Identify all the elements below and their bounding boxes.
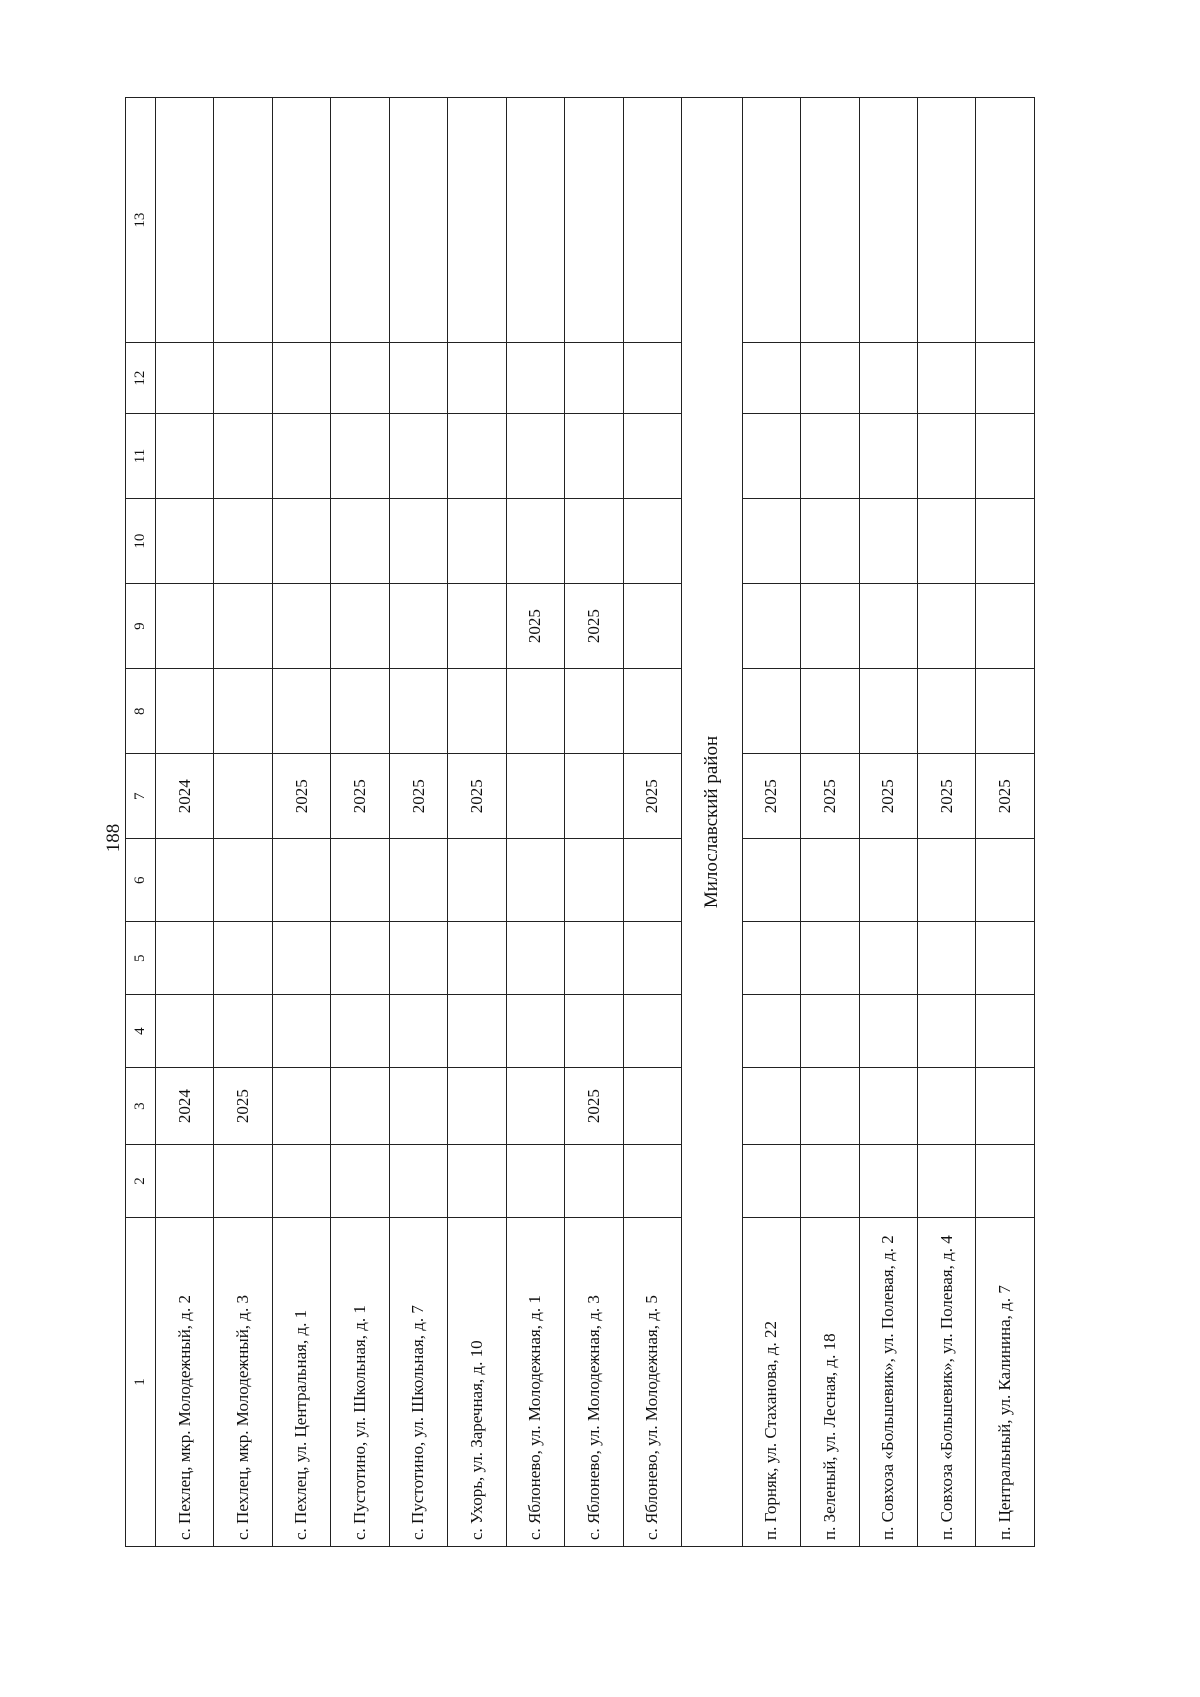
year-cell xyxy=(389,584,447,669)
empty-cell xyxy=(976,499,1035,584)
empty-cell xyxy=(214,98,272,343)
table-row xyxy=(565,98,623,1547)
empty-cell xyxy=(801,414,859,499)
table-row xyxy=(389,98,447,1547)
address-cell: п. Зеленый, ул. Лесная, д. 18 xyxy=(801,1217,859,1546)
empty-cell xyxy=(214,839,272,922)
empty-cell xyxy=(331,669,389,754)
empty-cell xyxy=(859,995,917,1068)
empty-cell xyxy=(976,584,1035,669)
table-row xyxy=(917,98,975,1547)
table-row xyxy=(214,98,272,1547)
empty-cell xyxy=(917,1068,975,1145)
year-cell xyxy=(506,1068,564,1145)
empty-cell xyxy=(389,499,447,584)
empty-cell xyxy=(448,922,506,995)
empty-cell xyxy=(976,839,1035,922)
empty-cell xyxy=(801,343,859,414)
empty-cell xyxy=(389,839,447,922)
empty-cell xyxy=(742,669,800,754)
empty-cell xyxy=(801,995,859,1068)
year-cell xyxy=(623,584,681,669)
table-row xyxy=(859,98,917,1547)
empty-cell xyxy=(565,98,623,343)
column-number: 13 xyxy=(126,98,156,343)
table-row xyxy=(272,98,330,1547)
empty-cell xyxy=(801,1145,859,1218)
empty-cell xyxy=(272,414,330,499)
column-number: 10 xyxy=(126,499,156,584)
empty-cell xyxy=(742,343,800,414)
empty-cell xyxy=(389,343,447,414)
empty-cell xyxy=(623,499,681,584)
empty-cell xyxy=(448,98,506,343)
column-number: 12 xyxy=(126,343,156,414)
empty-cell xyxy=(917,343,975,414)
address-cell: с. Яблонево, ул. Молодежная, д. 3 xyxy=(565,1217,623,1546)
empty-cell xyxy=(859,839,917,922)
empty-cell xyxy=(214,499,272,584)
empty-cell xyxy=(448,669,506,754)
empty-cell xyxy=(917,839,975,922)
year-cell: 2025 xyxy=(917,754,975,839)
empty-cell xyxy=(156,669,214,754)
column-number-header xyxy=(126,98,156,1547)
year-cell: 2025 xyxy=(214,1068,272,1145)
empty-cell xyxy=(917,922,975,995)
empty-cell xyxy=(976,343,1035,414)
empty-cell xyxy=(506,995,564,1068)
empty-cell xyxy=(859,922,917,995)
empty-cell xyxy=(448,1145,506,1218)
empty-cell xyxy=(214,995,272,1068)
empty-cell xyxy=(623,414,681,499)
empty-cell xyxy=(565,414,623,499)
year-cell: 2025 xyxy=(565,1068,623,1145)
address-cell: п. Горняк, ул. Стаханова, д. 22 xyxy=(742,1217,800,1546)
year-cell xyxy=(331,584,389,669)
empty-cell xyxy=(389,98,447,343)
empty-cell xyxy=(623,343,681,414)
table-row xyxy=(506,98,564,1547)
year-cell xyxy=(331,1068,389,1145)
address-cell: с. Яблонево, ул. Молодежная, д. 5 xyxy=(623,1217,681,1546)
address-cell: с. Пехлец, мкр. Молодежный, д. 3 xyxy=(214,1217,272,1546)
year-cell: 2025 xyxy=(976,754,1035,839)
column-number: 1 xyxy=(126,1217,156,1546)
empty-cell xyxy=(742,98,800,343)
year-cell xyxy=(448,584,506,669)
year-cell: 2025 xyxy=(448,754,506,839)
empty-cell xyxy=(331,499,389,584)
address-cell: с. Пустотино, ул. Школьная, д. 1 xyxy=(331,1217,389,1546)
year-cell: 2024 xyxy=(156,754,214,839)
empty-cell xyxy=(272,1145,330,1218)
empty-cell xyxy=(917,584,975,669)
empty-cell xyxy=(917,98,975,343)
year-cell xyxy=(214,754,272,839)
address-cell: с. Ухорь, ул. Заречная, д. 10 xyxy=(448,1217,506,1546)
empty-cell xyxy=(506,669,564,754)
year-cell: 2025 xyxy=(272,754,330,839)
empty-cell xyxy=(859,584,917,669)
table-row xyxy=(448,98,506,1547)
empty-cell xyxy=(272,499,330,584)
year-cell xyxy=(565,754,623,839)
empty-cell xyxy=(917,995,975,1068)
empty-cell xyxy=(272,839,330,922)
empty-cell xyxy=(742,584,800,669)
empty-cell xyxy=(801,669,859,754)
empty-cell xyxy=(917,1145,975,1218)
table-row xyxy=(976,98,1035,1547)
address-cell: п. Совхоза «Большевик», ул. Полевая, д. 2 xyxy=(859,1217,917,1546)
year-cell: 2025 xyxy=(389,754,447,839)
column-number: 9 xyxy=(126,584,156,669)
empty-cell xyxy=(565,839,623,922)
column-number: 5 xyxy=(126,922,156,995)
empty-cell xyxy=(331,343,389,414)
empty-cell xyxy=(156,499,214,584)
empty-cell xyxy=(976,995,1035,1068)
empty-cell xyxy=(976,669,1035,754)
empty-cell xyxy=(623,922,681,995)
empty-cell xyxy=(214,669,272,754)
empty-cell xyxy=(272,98,330,343)
empty-cell xyxy=(859,1145,917,1218)
empty-cell xyxy=(565,922,623,995)
empty-cell xyxy=(859,499,917,584)
column-number: 8 xyxy=(126,669,156,754)
empty-cell xyxy=(214,343,272,414)
empty-cell xyxy=(623,1145,681,1218)
empty-cell xyxy=(506,343,564,414)
empty-cell xyxy=(565,499,623,584)
year-cell: 2025 xyxy=(623,754,681,839)
empty-cell xyxy=(917,499,975,584)
empty-cell xyxy=(623,995,681,1068)
table-row xyxy=(156,98,214,1547)
year-cell xyxy=(448,1068,506,1145)
empty-cell xyxy=(859,669,917,754)
empty-cell xyxy=(506,922,564,995)
table-row xyxy=(742,98,800,1547)
empty-cell xyxy=(156,98,214,343)
empty-cell xyxy=(565,1145,623,1218)
empty-cell xyxy=(742,414,800,499)
empty-cell xyxy=(859,414,917,499)
empty-cell xyxy=(801,98,859,343)
table-row xyxy=(623,98,681,1547)
empty-cell xyxy=(506,98,564,343)
empty-cell xyxy=(214,1145,272,1218)
year-cell xyxy=(272,1068,330,1145)
empty-cell xyxy=(976,414,1035,499)
address-cell: п. Совхоза «Большевик», ул. Полевая, д. 4 xyxy=(917,1217,975,1546)
empty-cell xyxy=(389,995,447,1068)
empty-cell xyxy=(742,499,800,584)
year-cell xyxy=(623,1068,681,1145)
column-number: 4 xyxy=(126,995,156,1068)
address-cell: с. Яблонево, ул. Молодежная, д. 1 xyxy=(506,1217,564,1546)
table-row xyxy=(331,98,389,1547)
empty-cell xyxy=(506,1145,564,1218)
column-number: 6 xyxy=(126,839,156,922)
empty-cell xyxy=(742,995,800,1068)
empty-cell xyxy=(331,98,389,343)
empty-cell xyxy=(448,995,506,1068)
empty-cell xyxy=(623,839,681,922)
empty-cell xyxy=(976,1145,1035,1218)
year-cell: 2024 xyxy=(156,1068,214,1145)
empty-cell xyxy=(156,1145,214,1218)
empty-cell xyxy=(389,1145,447,1218)
address-cell: с. Пустотино, ул. Школьная, д. 7 xyxy=(389,1217,447,1546)
empty-cell xyxy=(331,995,389,1068)
empty-cell xyxy=(272,343,330,414)
empty-cell xyxy=(801,922,859,995)
year-cell xyxy=(389,1068,447,1145)
empty-cell xyxy=(156,839,214,922)
address-cell: п. Центральный, ул. Калинина, д. 7 xyxy=(976,1217,1035,1546)
empty-cell xyxy=(156,995,214,1068)
empty-cell xyxy=(331,1145,389,1218)
empty-cell xyxy=(448,499,506,584)
empty-cell xyxy=(214,414,272,499)
year-cell xyxy=(156,584,214,669)
year-cell xyxy=(272,584,330,669)
empty-cell xyxy=(565,995,623,1068)
empty-cell xyxy=(506,499,564,584)
empty-cell xyxy=(976,1068,1035,1145)
empty-cell xyxy=(565,343,623,414)
empty-cell xyxy=(565,669,623,754)
empty-cell xyxy=(917,414,975,499)
year-cell: 2025 xyxy=(801,754,859,839)
year-cell: 2025 xyxy=(331,754,389,839)
address-cell: с. Пехлец, мкр. Молодежный, д. 2 xyxy=(156,1217,214,1546)
empty-cell xyxy=(214,922,272,995)
table-row xyxy=(801,98,859,1547)
empty-cell xyxy=(976,922,1035,995)
year-cell xyxy=(214,584,272,669)
year-cell: 2025 xyxy=(565,584,623,669)
empty-cell xyxy=(331,414,389,499)
year-cell: 2025 xyxy=(742,754,800,839)
district-heading: Милославский район xyxy=(682,98,743,1547)
empty-cell xyxy=(859,98,917,343)
empty-cell xyxy=(448,414,506,499)
empty-cell xyxy=(389,414,447,499)
empty-cell xyxy=(742,839,800,922)
empty-cell xyxy=(742,922,800,995)
empty-cell xyxy=(917,669,975,754)
empty-cell xyxy=(448,839,506,922)
empty-cell xyxy=(859,1068,917,1145)
empty-cell xyxy=(742,1068,800,1145)
empty-cell xyxy=(623,669,681,754)
year-cell xyxy=(506,754,564,839)
year-cell: 2025 xyxy=(506,584,564,669)
rotated-table-frame xyxy=(125,97,1035,1547)
empty-cell xyxy=(801,1068,859,1145)
empty-cell xyxy=(623,98,681,343)
empty-cell xyxy=(801,839,859,922)
empty-cell xyxy=(156,343,214,414)
column-number: 7 xyxy=(126,754,156,839)
empty-cell xyxy=(272,995,330,1068)
empty-cell xyxy=(156,414,214,499)
address-cell: с. Пехлец, ул. Центральная, д. 1 xyxy=(272,1217,330,1546)
empty-cell xyxy=(976,98,1035,343)
repair-schedule-table xyxy=(125,97,1035,1547)
column-number: 2 xyxy=(126,1145,156,1218)
empty-cell xyxy=(506,839,564,922)
empty-cell xyxy=(506,414,564,499)
empty-cell xyxy=(389,669,447,754)
column-number: 3 xyxy=(126,1068,156,1145)
empty-cell xyxy=(801,584,859,669)
empty-cell xyxy=(389,922,447,995)
empty-cell xyxy=(742,1145,800,1218)
page-number: 188 xyxy=(103,823,124,853)
year-cell: 2025 xyxy=(859,754,917,839)
empty-cell xyxy=(859,343,917,414)
district-row xyxy=(682,98,743,1547)
empty-cell xyxy=(331,839,389,922)
empty-cell xyxy=(801,499,859,584)
empty-cell xyxy=(272,669,330,754)
column-number: 11 xyxy=(126,414,156,499)
empty-cell xyxy=(156,922,214,995)
empty-cell xyxy=(272,922,330,995)
empty-cell xyxy=(331,922,389,995)
empty-cell xyxy=(448,343,506,414)
